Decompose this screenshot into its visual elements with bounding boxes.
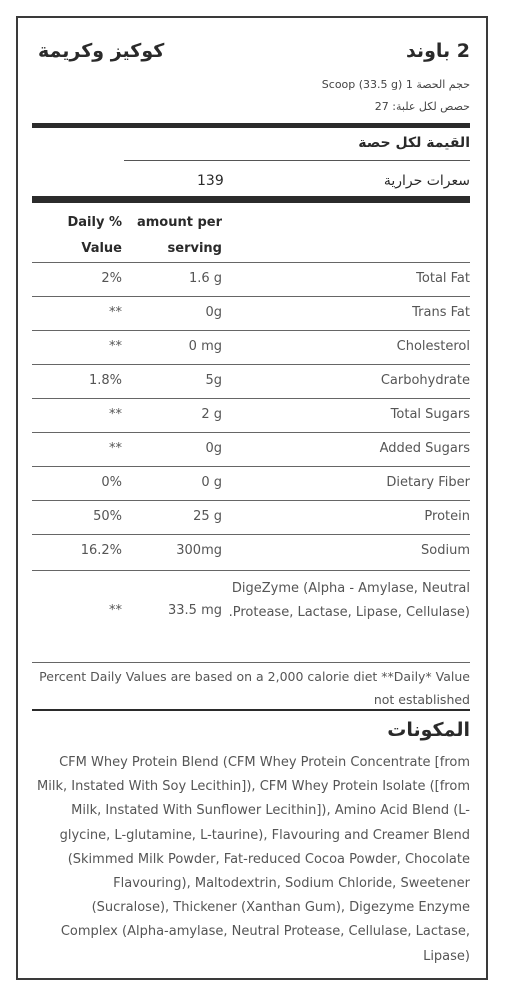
per-serving-title: القيمة لكل حصة bbox=[358, 135, 470, 151]
nutrient-amount: 1.6 g bbox=[188, 271, 222, 286]
nutrient-row bbox=[32, 466, 470, 501]
divider bbox=[124, 160, 470, 161]
enzyme-name: DigeZyme (Alpha - Amylase, Neutral Protease, Lactase, Lipase, Cellulase). bbox=[228, 581, 470, 620]
nutrient-name: Trans Fat bbox=[412, 305, 470, 320]
nutrient-name: Sodium bbox=[421, 543, 470, 558]
nutrient-dv: 50% bbox=[93, 509, 122, 524]
nutrient-name: Cholesterol bbox=[396, 339, 470, 354]
nutrient-row bbox=[32, 296, 470, 331]
enzyme-amount: 33.5 mg bbox=[168, 603, 222, 618]
nutrient-amount: 300mg bbox=[176, 543, 222, 558]
nutrient-dv: 1.8% bbox=[88, 373, 122, 388]
nutrient-name: Dietary Fiber bbox=[386, 475, 470, 490]
nutrient-row bbox=[32, 262, 470, 297]
nutrient-amount: 5g bbox=[205, 373, 222, 388]
nutrient-row bbox=[32, 398, 470, 433]
nutrient-name: Protein bbox=[424, 509, 470, 524]
nutrient-dv: ** bbox=[109, 339, 122, 354]
nutrient-dv: ** bbox=[109, 407, 122, 422]
nutrient-name: Added Sugars bbox=[379, 441, 470, 456]
title-row bbox=[32, 40, 470, 68]
nutrient-dv: ** bbox=[109, 305, 122, 320]
daily-value-header: Daily % Value bbox=[67, 215, 122, 256]
nutrient-name: Total Fat bbox=[416, 271, 470, 286]
nutrient-row bbox=[32, 534, 470, 571]
thick-divider bbox=[32, 196, 470, 203]
nutrient-row bbox=[32, 330, 470, 365]
calories-label: سعرات حرارية bbox=[383, 173, 470, 189]
nutrient-amount: 0 g bbox=[201, 475, 222, 490]
serving-size: حجم الحصة 1 Scoop (33.5 g) bbox=[321, 78, 470, 91]
nutrient-dv: ** bbox=[109, 441, 122, 456]
calories-value: 139 bbox=[197, 173, 224, 189]
daily-value-footnote: Percent Daily Values are based on a 2,000 calorie diet **Daily* Value not established bbox=[32, 662, 470, 711]
nutrition-label-frame bbox=[16, 16, 488, 980]
nutrient-row bbox=[32, 432, 470, 467]
amount-per-serving-header: amount per serving bbox=[136, 215, 222, 256]
nutrient-amount: 2 g bbox=[201, 407, 222, 422]
package-size: 2 باوند bbox=[405, 40, 470, 62]
nutrient-name: Carbohydrate bbox=[380, 373, 470, 388]
thick-divider bbox=[32, 123, 470, 128]
ingredients-text: CFM Whey Protein Blend (CFM Whey Protein Concentrate [from Milk, Instated With Soy Lecithin]), CFM Whey Protein Isolate ([from Milk, Instated With Sunflower Lecithin]), Amino Acid Blend (L-glycine, L-glutamine, L-taurine), Flavouring and Creamer Blend (Skimmed Milk Powder, Fat-reduced Cocoa Powder, Chocolate Flavouring), Maltodextrin, Sodium Chloride, Sweetener (Sucralose), Thickener (Xanthan Gum), Digezyme Enzyme Complex (Alpha-amylase, Neutral Protease, Cellulase, Lactase, Lipase) bbox=[37, 755, 470, 964]
nutrient-amount: 25 g bbox=[193, 509, 222, 524]
nutrient-dv: 2% bbox=[101, 271, 122, 286]
nutrient-row bbox=[32, 364, 470, 399]
nutrient-amount: 0g bbox=[205, 441, 222, 456]
servings-per-container: حصص لكل علبة: 27 bbox=[374, 100, 470, 113]
nutrient-amount: 0g bbox=[205, 305, 222, 320]
nutrient-amount: 0 mg bbox=[188, 339, 222, 354]
product-name: كوكيز وكريمة bbox=[38, 40, 165, 62]
ingredients-title: المكونات bbox=[387, 719, 470, 741]
nutrient-row bbox=[32, 500, 470, 535]
nutrient-name: Total Sugars bbox=[390, 407, 470, 422]
nutrient-dv: 16.2% bbox=[80, 543, 122, 558]
enzyme-row bbox=[32, 570, 470, 663]
nutrient-dv: 0% bbox=[101, 475, 122, 490]
enzyme-dv: ** bbox=[109, 603, 122, 618]
